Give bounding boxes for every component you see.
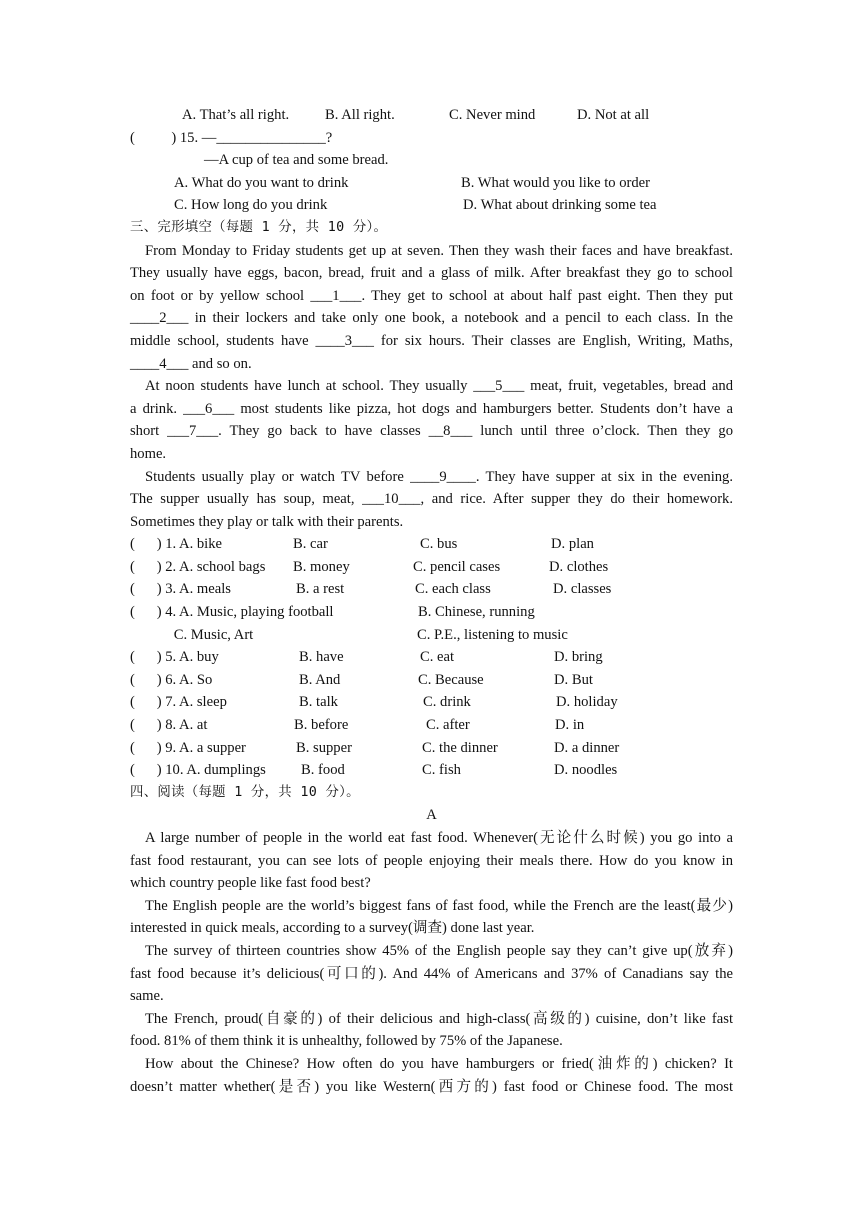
cloze-q-stem: ( ) 8. A. at — [130, 717, 208, 734]
cloze-line: ____4___ and so on. — [130, 355, 252, 372]
cloze-q-option-d: D. bring — [554, 649, 603, 666]
cloze-q-option-d: D. a dinner — [554, 739, 620, 756]
cloze-q-stem: ( ) 10. A. dumplings — [130, 762, 266, 779]
cloze-question-row — [130, 737, 733, 760]
cloze-q-option-d: D. noodles — [554, 762, 618, 779]
cloze-q-option-d: D. clothes — [549, 558, 609, 575]
q14-options — [130, 104, 733, 127]
reading-line: A large number of people in the world eat fast food. Whenever(无论什么时候) you go into a — [145, 830, 733, 846]
q15-options-ab — [130, 172, 733, 195]
reading-line: The survey of thirteen countries show 45% of the English people say they can’t give up(放弃) — [145, 942, 733, 959]
reading-line: food. 81% of them think it is unhealthy, followed by 75% of the Japanese. — [130, 1033, 563, 1050]
reading-line: fast food restaurant, you can see lots of people enjoying their meals there. How do you know in — [130, 852, 733, 869]
cloze-q-option-b: B. a rest — [296, 581, 345, 598]
cloze-question-row — [130, 759, 733, 782]
cloze-line: short ___7___. They go back to have classes __8___ lunch until three o’clock. Then they go — [130, 423, 733, 440]
q15-answer-row — [130, 149, 733, 172]
cloze-q-option-b: B. before — [294, 717, 349, 734]
q15-option-d: D. What about drinking some tea — [463, 197, 657, 214]
cloze-q-option-c: C. after — [426, 717, 470, 734]
cloze-q-stem: ( ) 7. A. sleep — [130, 694, 227, 711]
cloze-q-option-d: D. holiday — [556, 694, 618, 711]
cloze-line: a drink. ___6___ most students like pizza, hot dogs and hamburgers better. Students don’t have a — [130, 400, 733, 417]
reading-line: How about the Chinese? How often do you have hamburgers or fried(油炸的) chicken? It — [145, 1055, 733, 1072]
cloze-line: middle school, students have ____3___ for six hours. Their classes are English, Writing, Maths, — [130, 332, 733, 349]
q15-option-a: A. What do you want to drink — [174, 174, 349, 191]
q14-option-d: D. Not at all — [577, 107, 650, 123]
cloze-q-option-d: D. plan — [551, 536, 594, 553]
cloze-q-stem: ( ) 4. A. Music, playing football — [130, 604, 334, 621]
cloze-q-option-c: C. bus — [420, 536, 458, 553]
cloze-question-row — [130, 556, 733, 579]
q15-option-c: C. How long do you drink — [174, 197, 328, 214]
cloze-question-row — [130, 669, 733, 692]
cloze-line: on foot or by yellow school ___1___. They get to school at about half past eight. Then they put — [130, 287, 733, 304]
section3-heading: 三、完形填空（每题 1 分，共 10 分）。 — [130, 219, 388, 235]
reading-line: which country people like fast food best? — [130, 875, 371, 892]
cloze-q-stem: ( ) 2. A. school bags — [130, 558, 266, 575]
cloze-q-option-c: C. eat — [420, 649, 455, 666]
cloze-q-option-c: C. each class — [415, 581, 491, 598]
q15-answer: —A cup of tea and some bread. — [204, 152, 389, 169]
cloze-line: At noon students have lunch at school. They usually ___5___ meat, fruit, vegetables, bread and — [145, 378, 733, 395]
q15-option-b: B. What would you like to order — [461, 174, 651, 191]
cloze-q-option-d: D. in — [555, 717, 585, 734]
cloze-line: They usually have eggs, bacon, bread, fruit and a glass of milk. After breakfast they go to school — [130, 265, 733, 282]
section4-heading: 四、阅读（每题 1 分，共 10 分）。 — [130, 784, 360, 800]
q14-option-a: A. That’s all right. — [182, 107, 290, 123]
q14-option-b: B. All right. — [325, 107, 395, 123]
cloze-q-option-b: B. talk — [299, 694, 338, 711]
q15-options-cd — [130, 194, 733, 217]
cloze-question-row — [130, 714, 733, 737]
cloze-q-option-d: D. classes — [553, 581, 612, 598]
cloze-line: Sometimes they play or talk with their parents. — [130, 513, 404, 530]
reading-line: interested in quick meals, according to a survey(调查) done last year. — [130, 920, 535, 937]
cloze-question-row — [130, 646, 733, 669]
cloze-q-option-b: B. supper — [296, 739, 352, 756]
reading-passage — [130, 827, 733, 1098]
cloze-line: The supper usually has soup, meat, ___10___, and rice. After supper they do their homework. — [130, 491, 733, 508]
cloze-line: home. — [130, 445, 167, 462]
cloze-q-stem: ( ) 9. A. a supper — [130, 739, 246, 756]
passage-label: A — [426, 807, 437, 824]
cloze-q-stem: ( ) 6. A. So — [130, 671, 213, 688]
cloze-question-row — [130, 601, 733, 624]
cloze-q-option-b: B. car — [293, 536, 328, 553]
reading-line: The French, proud(自豪的) of their delicious and high-class(高级的) cuisine, don’t like fast — [145, 1010, 733, 1027]
cloze-question-row — [130, 533, 733, 556]
cloze-q-option-b: B. Chinese, running — [418, 604, 535, 621]
cloze-q-option-c: C. Because — [418, 671, 484, 688]
cloze-passage — [130, 240, 733, 534]
cloze-q-option-b: B. And — [299, 671, 341, 688]
cloze-q-stem: ( ) 1. A. bike — [130, 536, 223, 553]
cloze-q-stem: ( ) 5. A. buy — [130, 649, 219, 666]
reading-line: same. — [130, 988, 164, 1005]
exam-page — [130, 104, 733, 1098]
cloze-line: ____2___ in their lockers and take only one book, a notebook and a pencil to each class. In the — [130, 310, 733, 327]
cloze-q-option-d: C. P.E., listening to music — [417, 626, 568, 643]
cloze-q-option-c: C. Music, Art — [130, 626, 254, 643]
cloze-q-stem: ( ) 3. A. meals — [130, 581, 231, 598]
cloze-q-option-c: C. drink — [423, 694, 471, 711]
reading-line: fast food because it’s delicious(可口的). And 44% of Americans and 37% of Canadians say the — [130, 965, 733, 982]
cloze-q-option-c: C. the dinner — [422, 739, 498, 756]
cloze-q-option-c: C. pencil cases — [413, 558, 501, 575]
cloze-q-option-b: B. food — [301, 762, 345, 779]
cloze-question-row — [130, 624, 733, 647]
cloze-questions — [130, 533, 733, 782]
reading-line: The English people are the world’s biggest fans of fast food, while the French are the least(最少) — [145, 897, 733, 914]
cloze-q-option-b: B. money — [293, 558, 350, 575]
cloze-question-row — [130, 691, 733, 714]
reading-line: doesn’t matter whether(是否) you like Western(西方的) fast food or Chinese food. The most — [130, 1078, 733, 1095]
cloze-line: From Monday to Friday students get up at seven. Then they wash their faces and have breakfast. — [145, 242, 733, 259]
q14-option-c: C. Never mind — [449, 107, 536, 123]
cloze-q-option-c: C. fish — [422, 762, 461, 779]
q15-stem — [130, 127, 733, 150]
cloze-q-option-d: D. But — [554, 671, 593, 688]
cloze-question-row — [130, 578, 733, 601]
cloze-q-option-b: B. have — [299, 649, 344, 666]
cloze-line: Students usually play or watch TV before ____9____. They have supper at six in the evening. — [145, 468, 733, 485]
q15-question: ( ) 15. —_______________? — [130, 129, 333, 146]
